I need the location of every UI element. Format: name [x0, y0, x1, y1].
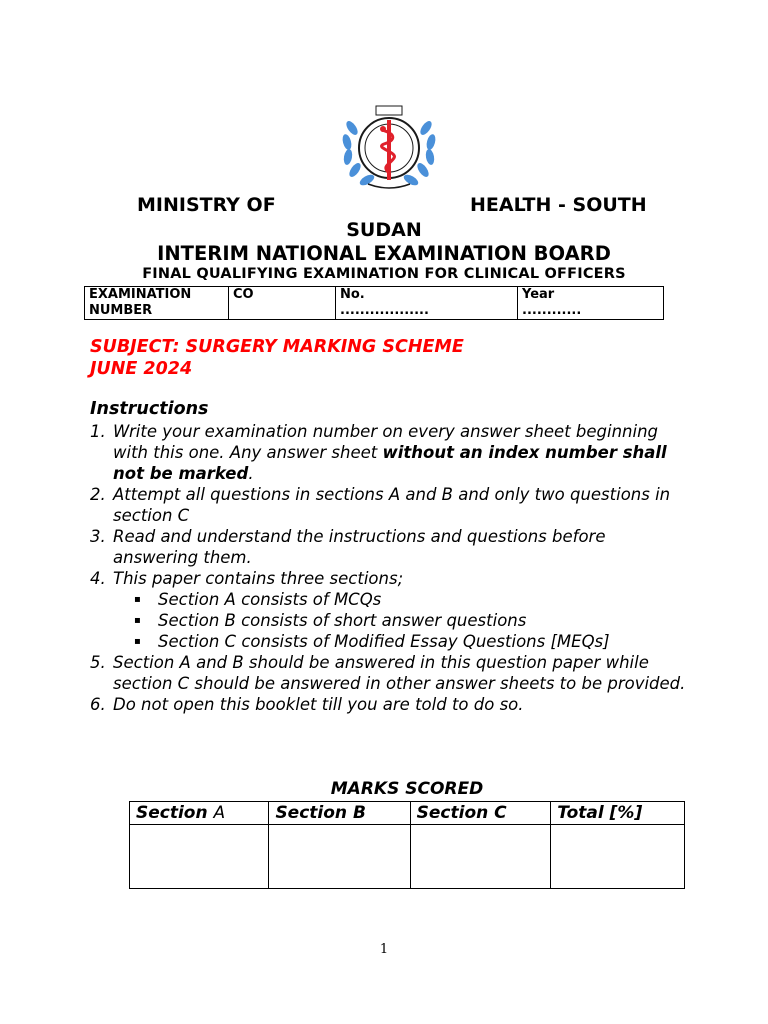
exam-number-label: EXAMINATION NUMBER [85, 287, 229, 320]
instruction-subitem-text: Section A consists of MCQs [158, 590, 382, 609]
exam-year-field [518, 287, 664, 320]
subject-date: JUNE 2024 [90, 359, 193, 379]
exam-number-co: CO [229, 287, 336, 320]
marks-cell-section-a[interactable] [130, 825, 269, 889]
ministry-title-right: HEALTH - SOUTH [470, 194, 647, 216]
square-bullet-icon: ▪ [134, 615, 141, 626]
instruction-subitem-text: Section C consists of Modified Essay Questions [MEQs] [158, 632, 610, 651]
instruction-emphasis: without an index number shall not be marked [113, 443, 667, 483]
square-bullet-icon: ▪ [134, 636, 141, 647]
exam-year-label: Year [522, 287, 555, 302]
marks-header-section-b: Section B [269, 802, 410, 825]
instruction-number: 6. [90, 695, 106, 714]
instruction-item [90, 484, 690, 526]
instruction-text: Attempt all questions in sections A and B and only two questions in section C [113, 485, 671, 525]
instruction-item [90, 694, 690, 715]
marks-cell-total[interactable] [551, 825, 685, 889]
instructions-list [90, 421, 690, 715]
instruction-number: 1. [90, 422, 106, 441]
exam-number-no-dots: .................. [340, 303, 429, 318]
marks-header-section-a: Section A [130, 802, 269, 825]
instruction-number: 2. [90, 485, 106, 504]
instruction-subitem [90, 631, 690, 652]
board-title: INTERIM NATIONAL EXAMINATION BOARD [157, 242, 611, 265]
instruction-text: This paper contains three sections; [113, 569, 404, 588]
marks-header-row [130, 802, 685, 825]
exam-year-dots: ............ [522, 303, 582, 318]
instruction-item [90, 421, 690, 484]
instruction-subitem-text: Section B consists of short answer questions [158, 611, 527, 630]
instruction-number: 5. [90, 653, 106, 672]
instruction-text: Do not open this booklet till you are told to do so. [113, 695, 524, 714]
exam-title: FINAL QUALIFYING EXAMINATION FOR CLINICAL OFFICERS [142, 266, 626, 282]
instruction-text: Read and understand the instructions and questions before answering them. [113, 527, 606, 567]
ministry-emblem-icon [338, 100, 440, 198]
ministry-title-left: MINISTRY OF [137, 194, 276, 216]
instruction-number: 4. [90, 569, 106, 588]
exam-number-no-label: No. [340, 287, 365, 302]
instruction-item [90, 652, 690, 694]
exam-number-field [336, 287, 518, 320]
marks-header-section-a-letter: A [213, 803, 226, 823]
page-number: 1 [379, 942, 389, 957]
exam-number-row [85, 287, 664, 320]
exam-number-table [84, 286, 664, 320]
instruction-subitem [90, 589, 690, 610]
instruction-subitem [90, 610, 690, 631]
marks-entry-row [130, 825, 685, 889]
marks-scored-title: MARKS SCORED [330, 779, 484, 799]
instruction-item [90, 526, 690, 568]
subject-block [90, 336, 464, 380]
ministry-title-line2: SUDAN [346, 219, 422, 241]
instruction-number: 3. [90, 527, 106, 546]
marks-cell-section-b[interactable] [269, 825, 410, 889]
marks-table [129, 801, 685, 889]
instructions-title: Instructions [90, 399, 209, 419]
instruction-item [90, 568, 690, 589]
instruction-text: Write your examination number on every answer sheet beginning with this one. Any answer sheet without an index number shall not be marked. [113, 422, 667, 483]
instruction-text: Section A and B should be answered in this question paper while section C should be answered in other answer sheets to be provided. [113, 653, 686, 693]
marks-header-total: Total [%] [551, 802, 685, 825]
marks-cell-section-c[interactable] [410, 825, 551, 889]
marks-header-section-c: Section C [410, 802, 551, 825]
subject-line: SUBJECT: SURGERY MARKING SCHEME [90, 337, 464, 357]
square-bullet-icon: ▪ [134, 594, 141, 605]
